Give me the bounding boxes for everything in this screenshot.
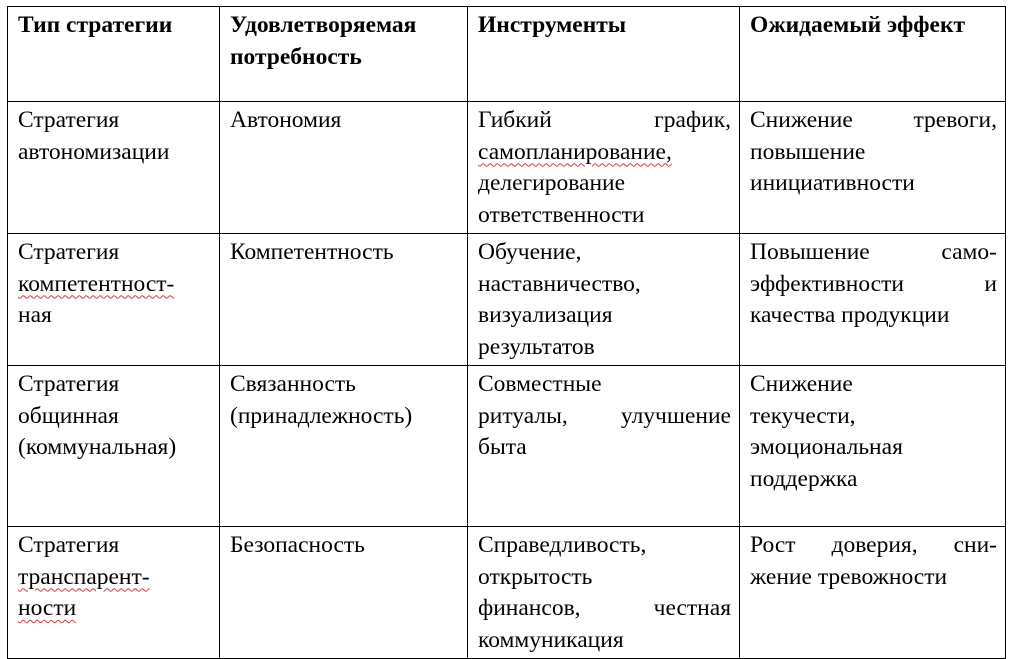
cell-strategy-type: [8, 366, 220, 527]
text-line: визуализация: [478, 302, 613, 328]
text-line: Стратегия: [18, 107, 120, 133]
cell-tools: [468, 527, 740, 659]
table-row: [8, 527, 1006, 659]
header-expected-effect: Ожидаемый эффект: [740, 7, 1006, 102]
text-line: ответственности: [478, 201, 645, 228]
text-line: Совместные: [478, 371, 602, 397]
header-satisfied-need: Удовлетворяемая потребность: [220, 7, 468, 102]
text-line: автономизации: [18, 138, 170, 165]
text-line: наставничество,: [478, 270, 641, 297]
text-line: быта: [478, 434, 527, 460]
spellcheck-word: транспарент-: [18, 563, 150, 590]
cell-strategy-type: [8, 527, 220, 659]
text-line: открытость: [478, 563, 593, 590]
cell-strategy-type: [8, 102, 220, 234]
text-line: Справедливость,: [478, 532, 647, 558]
text-line: ритуалы, улучшение: [478, 402, 731, 429]
spellcheck-word: самопланирование,: [478, 138, 672, 165]
text-line: Безопасность: [230, 532, 365, 558]
cell-tools: [468, 366, 740, 527]
text-line: инициативности: [750, 170, 915, 196]
text-line: Компетентность: [230, 239, 394, 265]
table-row: [8, 234, 1006, 366]
text-line: Повышение само-: [750, 239, 997, 265]
text-line: текучести,: [750, 402, 856, 429]
text-line: результатов: [478, 333, 595, 360]
text-line: ная: [18, 302, 52, 328]
table-row: [8, 366, 1006, 527]
spellcheck-word: компетентност-: [18, 270, 175, 297]
text-line: Снижение тревоги,: [750, 107, 997, 133]
text-line: Стратегия: [18, 239, 120, 265]
table-row: [8, 102, 1006, 234]
cell-tools: [468, 102, 740, 234]
table-header-row: [8, 7, 1006, 102]
cell-need: [220, 527, 468, 659]
cell-effect: [740, 102, 1006, 234]
cell-effect: [740, 366, 1006, 527]
text-line: коммуникация: [478, 626, 624, 653]
spellcheck-word: ности: [18, 595, 77, 621]
header-strategy-type: Тип стратегии: [8, 7, 220, 102]
text-line: эмоциональная: [750, 434, 903, 460]
cell-need: [220, 366, 468, 527]
text-line: Рост доверия, сни-: [750, 532, 997, 558]
cell-effect: [740, 527, 1006, 659]
text-line: поддержка: [750, 465, 858, 492]
text-line: жение тревожности: [750, 563, 948, 590]
text-line: эффективности и: [750, 270, 997, 297]
text-line: Связанность: [230, 371, 356, 397]
header-tools: Инструменты: [468, 7, 740, 102]
text-line: Гибкий график,: [478, 107, 731, 133]
text-line: качества продукции: [750, 302, 950, 328]
text-line: финансов, честная: [478, 595, 731, 621]
text-line: Снижение: [750, 371, 853, 397]
text-line: (коммунальная): [18, 434, 177, 460]
text-line: Стратегия: [18, 371, 120, 397]
text-line: повышение: [750, 138, 866, 165]
cell-strategy-type: [8, 234, 220, 366]
text-line: Стратегия: [18, 532, 120, 558]
cell-effect: [740, 234, 1006, 366]
cell-need: [220, 102, 468, 234]
text-line: Автономия: [230, 107, 342, 133]
cell-need: [220, 234, 468, 366]
cell-tools: [468, 234, 740, 366]
text-line: общинная: [18, 402, 119, 429]
text-line: делегирование: [478, 170, 626, 196]
text-line: Обучение,: [478, 239, 582, 265]
strategy-table: [7, 6, 1006, 659]
text-line: (принадлежность): [230, 402, 413, 429]
